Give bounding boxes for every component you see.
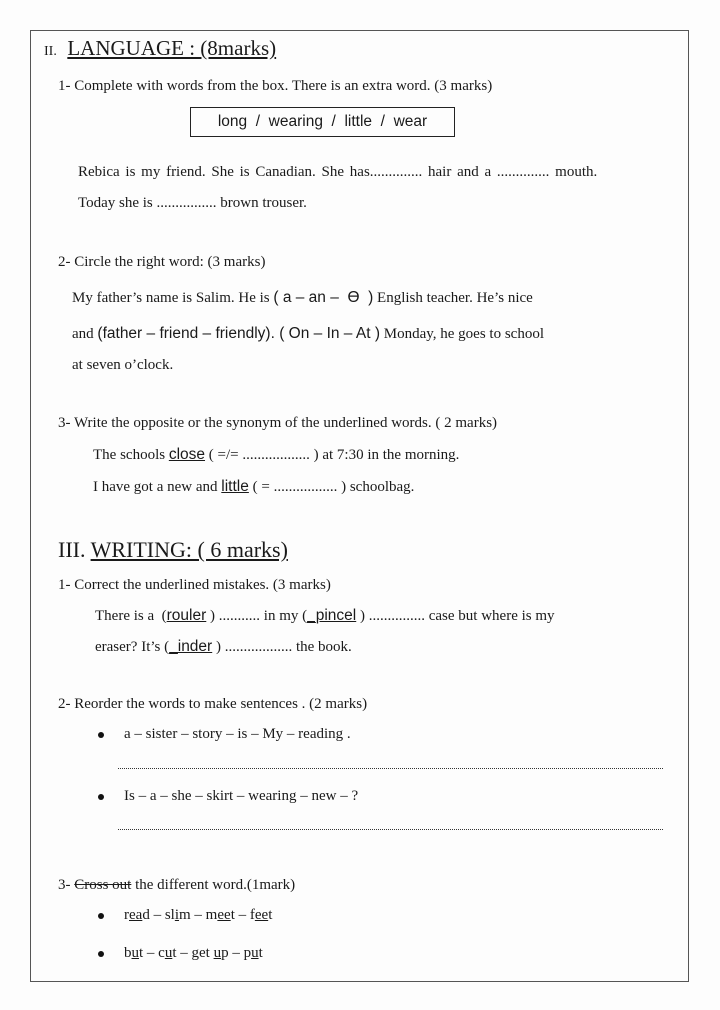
q1-title: 1- Complete with words from the box. There is an extra word. (3 marks) — [58, 78, 493, 94]
underlined-word: little — [221, 478, 249, 495]
text: a – sister – story – is – My – reading . — [124, 726, 351, 742]
text: Is – a – she – skirt – wearing – new – ? — [124, 788, 359, 804]
mistake-word: _pincel — [307, 607, 357, 624]
text: b — [124, 945, 132, 961]
answer-line[interactable] — [118, 829, 663, 830]
answer-line[interactable] — [118, 768, 663, 769]
mistake-word: rouler — [166, 607, 207, 624]
section-title: LANGUAGE : (8marks) — [67, 36, 277, 60]
w1-line2 — [95, 638, 352, 656]
underlined-letters: i — [174, 907, 180, 923]
bullet-icon — [98, 913, 104, 919]
q3-title: 3- Write the opposite or the synonym of the underlined words. ( 2 marks) — [58, 415, 498, 431]
bullet-icon — [98, 951, 104, 957]
text: r — [124, 907, 129, 923]
mistake-word: _inder — [169, 638, 213, 655]
text: t – get — [172, 945, 214, 961]
text: and — [72, 326, 94, 342]
w1-title: 1- Correct the underlined mistakes. (3 marks) — [58, 577, 331, 593]
text: eraser? It’s ( — [95, 639, 170, 655]
section-number: III. — [58, 537, 86, 562]
section-number: II. — [44, 44, 57, 59]
text: ) ............... case but where is my — [359, 608, 555, 624]
underlined-letters: ee — [254, 907, 269, 923]
section-title: WRITING: ( 6 marks) — [90, 537, 288, 562]
choice-words: (father – friend – friendly). ( On – In – At ) — [97, 325, 380, 342]
underlined-letters: ee — [217, 907, 231, 923]
w1-line1 — [95, 607, 555, 625]
q3-line1 — [93, 446, 459, 464]
crossout-row — [98, 945, 263, 962]
text: I have got a new and — [93, 479, 218, 495]
reorder-item — [98, 726, 351, 743]
text: m – m — [179, 907, 218, 923]
text: My father’s name is Salim. He is — [72, 290, 270, 306]
choice-articles: ( a – an – ϴ ) — [273, 289, 374, 306]
w3-title: 3- Cross out the different word.(1mark) — [58, 877, 296, 893]
text: p – p — [221, 945, 252, 961]
underlined-word: close — [168, 446, 206, 463]
q3-line2 — [93, 478, 414, 496]
word-box: long / wearing / little / wear — [190, 107, 455, 137]
q2-line2 — [72, 325, 544, 343]
text: ( = ................. ) schoolbag. — [252, 479, 415, 495]
q2-line1 — [72, 289, 533, 307]
underlined-letters: ea — [129, 907, 143, 923]
reorder-item — [98, 788, 358, 805]
text: t — [258, 945, 263, 961]
bullet-icon — [98, 732, 104, 738]
text: t — [268, 907, 273, 923]
text: t – f — [230, 907, 255, 923]
text: t – c — [139, 945, 165, 961]
struck-text: Cross out — [74, 877, 132, 893]
text: the different word.(1mark) — [131, 877, 296, 893]
text: English teacher. He’s nice — [377, 290, 533, 306]
underlined-letters: u — [131, 945, 139, 961]
q1-line1: Rebica is my friend. She is Canadian. She has.............. hair and a .............. mouth. — [78, 164, 598, 180]
text: Monday, he goes to school — [383, 326, 545, 342]
w2-title: 2- Reorder the words to make sentences . (2 marks) — [58, 696, 368, 712]
q2-title: 2- Circle the right word: (3 marks) — [58, 254, 266, 270]
text: ( =/= .................. ) at 7:30 in the morning. — [208, 447, 460, 463]
underlined-letters: u — [251, 945, 259, 961]
q2-line3: at seven o’clock. — [72, 357, 174, 373]
underlined-letters: u — [164, 945, 173, 961]
text: The schools — [93, 447, 166, 463]
section-language-heading — [44, 36, 276, 61]
crossout-row — [98, 907, 272, 924]
underlined-letters: u — [213, 945, 222, 961]
bullet-icon — [98, 794, 104, 800]
text: There is a ( — [95, 608, 167, 624]
text: ) .................. the book. — [215, 639, 352, 655]
text: ) ........... in my ( — [210, 608, 308, 624]
text: d – sl — [142, 907, 175, 923]
q1-line2: Today she is ................ brown trouser. — [78, 195, 307, 211]
section-writing-heading — [58, 537, 288, 563]
